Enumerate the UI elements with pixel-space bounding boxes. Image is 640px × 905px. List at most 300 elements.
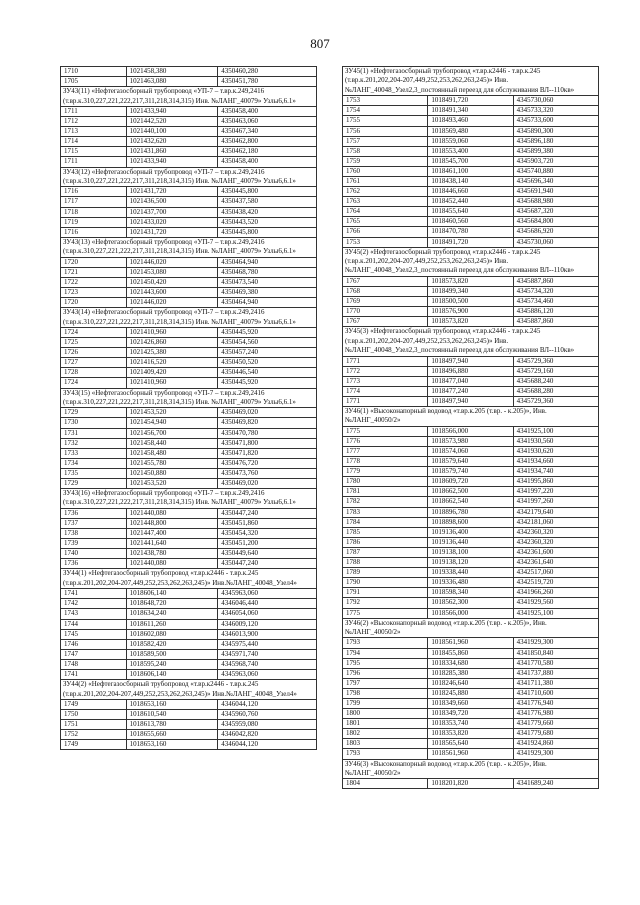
coordinate-row [343,668,599,678]
coordinate-row [61,549,317,559]
parcel-header-row [61,308,317,328]
point-number-cell: 1742 [61,599,127,609]
parcel-header-row [343,67,599,96]
x-coordinate-cell: 1021458,440 [126,438,218,448]
point-number-cell: 1729 [61,408,127,418]
coordinate-row [61,187,317,197]
coordinate-row [61,378,317,388]
coordinate-row [61,257,317,267]
point-number-cell: 1793 [343,638,428,648]
point-number-cell: 1753 [343,237,428,247]
left-coordinates-column [60,66,317,750]
point-number-cell: 1740 [61,549,127,559]
x-coordinate-cell: 1018565,640 [428,739,513,749]
coordinate-row [61,368,317,378]
x-coordinate-cell: 1018455,640 [428,207,513,217]
parcel-header-row [343,407,599,427]
y-coordinate-cell: 4342181,060 [513,517,598,527]
right-coordinates-column [342,66,599,789]
x-coordinate-cell: 1018896,780 [428,507,513,517]
x-coordinate-cell: 1021453,520 [126,478,218,488]
x-coordinate-cell: 1018285,380 [428,668,513,678]
y-coordinate-cell: 4345963,060 [218,589,317,599]
coordinate-row [61,699,317,709]
x-coordinate-cell: 1018499,340 [428,286,513,296]
parcel-header-row [61,87,317,107]
point-number-cell: 1746 [61,639,127,649]
x-coordinate-cell: 1018349,720 [428,709,513,719]
point-number-cell: 1778 [343,457,428,467]
coordinate-row [61,418,317,428]
point-number-cell: 1752 [61,730,127,740]
y-coordinate-cell: 4341776,980 [513,709,598,719]
point-number-cell: 1744 [61,619,127,629]
y-coordinate-cell: 4341934,740 [513,467,598,477]
x-coordinate-cell: 1018595,240 [126,659,218,669]
parcel-header-text: ЗУ43(15) «Нефтегазосборный трубопровод «УП-7 – т.вр.к.249,2416 (т.вр.к.310,227,221,222,217,311,218,314,315) Инв. №ЛАНГ_40079» Узлы6,6.1» [61,388,317,408]
x-coordinate-cell: 1021455,780 [126,458,218,468]
point-number-cell: 1721 [61,267,127,277]
coordinate-row [61,197,317,207]
point-number-cell: 1734 [61,458,127,468]
parcel-header-text: ЗУ43(14) «Нефтегазосборный трубопровод «УП-7 – т.вр.к.249,2416 (т.вр.к.310,227,221,222,217,311,218,314,315) Инв. №ЛАНГ_40079» Узлы6,6.1» [61,308,317,328]
coordinate-row [61,267,317,277]
x-coordinate-cell: 1018634,240 [126,609,218,619]
x-coordinate-cell: 1021454,940 [126,418,218,428]
page-number: 807 [310,36,330,51]
y-coordinate-cell: 4350462,800 [218,137,317,147]
y-coordinate-cell: 4350473,760 [218,468,317,478]
y-coordinate-cell: 4350445,920 [218,327,317,337]
point-number-cell: 1790 [343,578,428,588]
y-coordinate-cell: 4350473,540 [218,277,317,287]
y-coordinate-cell: 4350447,240 [218,559,317,569]
y-coordinate-cell: 4346046,440 [218,599,317,609]
coordinate-row [343,146,599,156]
coordinate-row [61,117,317,127]
x-coordinate-cell: 1021453,080 [126,267,218,277]
coordinate-row [343,297,599,307]
point-number-cell: 1738 [61,529,127,539]
y-coordinate-cell: 4350467,340 [218,127,317,137]
point-number-cell: 1733 [61,448,127,458]
x-coordinate-cell: 1021463,080 [126,77,218,87]
x-coordinate-cell: 1018610,540 [126,710,218,720]
point-number-cell: 1758 [343,146,428,156]
y-coordinate-cell: 4345959,080 [218,720,317,730]
x-coordinate-cell: 1018613,780 [126,720,218,730]
coordinate-row [343,578,599,588]
y-coordinate-cell: 4341770,580 [513,658,598,668]
point-number-cell: 1775 [343,608,428,618]
coordinate-row [61,518,317,528]
x-coordinate-cell: 1018589,500 [126,649,218,659]
y-coordinate-cell: 4345963,060 [218,670,317,680]
point-number-cell: 1784 [343,517,428,527]
x-coordinate-cell: 1021440,100 [126,127,218,137]
x-coordinate-cell: 1018446,660 [428,187,513,197]
x-coordinate-cell: 1021450,880 [126,468,218,478]
point-number-cell: 1760 [343,166,428,176]
y-coordinate-cell: 4341930,560 [513,436,598,446]
coordinate-row [343,517,599,527]
coordinate-row [61,730,317,740]
coordinate-row [343,749,599,759]
x-coordinate-cell: 1021448,800 [126,518,218,528]
y-coordinate-cell: 4350443,520 [218,217,317,227]
point-number-cell: 1754 [343,106,428,116]
x-coordinate-cell: 1018648,720 [126,599,218,609]
x-coordinate-cell: 1021443,600 [126,287,218,297]
point-number-cell: 1705 [61,77,127,87]
x-coordinate-cell: 1018602,080 [126,629,218,639]
y-coordinate-cell: 4350458,400 [218,157,317,167]
point-number-cell: 1773 [343,376,428,386]
coordinate-row [61,107,317,117]
coordinate-row [61,227,317,237]
point-number-cell: 1771 [343,396,428,406]
y-coordinate-cell: 4345887,860 [513,276,598,286]
coordinate-row [61,438,317,448]
coordinate-row [343,317,599,327]
point-number-cell: 1795 [343,658,428,668]
y-coordinate-cell: 4345729,160 [513,366,598,376]
point-number-cell: 1767 [343,276,428,286]
point-number-cell: 1779 [343,467,428,477]
point-number-cell: 1793 [343,749,428,759]
y-coordinate-cell: 4350458,400 [218,107,317,117]
parcel-header-text: ЗУ43(16) «Нефтегазосборный трубопровод «УП-7 – т.вр.к.249,2416 (т.вр.к.310,227,221,222,217,311,218,314,315) Инв. №ЛАНГ_40079» Узлы6,6.1» [61,489,317,509]
y-coordinate-cell: 4345887,860 [513,317,598,327]
y-coordinate-cell: 4345740,880 [513,166,598,176]
y-coordinate-cell: 4350449,640 [218,549,317,559]
y-coordinate-cell: 4350446,540 [218,368,317,378]
parcel-header-text: ЗУ46(2) «Высоконапорный водовод «т.вр.к.205 (т.вр. - к.205)», Инв. №ЛАНГ_40050/2» [343,618,599,638]
x-coordinate-cell: 1018491,340 [428,106,513,116]
point-number-cell: 1792 [343,598,428,608]
coordinate-row [61,338,317,348]
y-coordinate-cell: 4345733,600 [513,116,598,126]
coordinate-row [61,327,317,337]
coordinate-row [343,739,599,749]
coordinate-row [343,187,599,197]
y-coordinate-cell: 4346009,120 [218,619,317,629]
x-coordinate-cell: 1018491,720 [428,237,513,247]
coordinate-row [343,217,599,227]
parcel-header-text: ЗУ45(1) «Нефтегазосборный трубопровод «т.вр.к2446 - т.вр.к.245 (т.вр.к.201,202,204-207,449,252,253,262,263,245)» Инв.№ЛАНГ_40048_Узел2,3_постоянный переезд для обслуживания ВЛ--110кв» [343,67,599,96]
y-coordinate-cell: 4346042,820 [218,730,317,740]
coordinate-row [61,659,317,669]
coordinate-row [61,508,317,518]
coordinate-row [61,539,317,549]
point-number-cell: 1715 [61,147,127,157]
point-number-cell: 1723 [61,287,127,297]
point-number-cell: 1737 [61,518,127,528]
coordinate-row [343,588,599,598]
y-coordinate-cell: 4350445,920 [218,378,317,388]
x-coordinate-cell: 1021450,420 [126,277,218,287]
point-number-cell: 1750 [61,710,127,720]
x-coordinate-cell: 1018353,740 [428,719,513,729]
coordinate-row [343,126,599,136]
y-coordinate-cell: 4341995,860 [513,477,598,487]
y-coordinate-cell: 4345960,760 [218,710,317,720]
point-number-cell: 1794 [343,648,428,658]
point-number-cell: 1727 [61,358,127,368]
y-coordinate-cell: 4345903,720 [513,156,598,166]
coordinate-row [343,156,599,166]
x-coordinate-cell: 1021425,380 [126,348,218,358]
x-coordinate-cell: 1018569,480 [428,126,513,136]
point-number-cell: 1769 [343,297,428,307]
x-coordinate-cell: 1018201,820 [428,779,513,789]
point-number-cell: 1771 [343,356,428,366]
x-coordinate-cell: 1021446,020 [126,257,218,267]
coordinate-row [61,277,317,287]
point-number-cell: 1797 [343,678,428,688]
coordinate-row [343,116,599,126]
point-number-cell: 1739 [61,539,127,549]
y-coordinate-cell: 4345733,320 [513,106,598,116]
coordinate-row [343,447,599,457]
y-coordinate-cell: 4345896,180 [513,136,598,146]
point-number-cell: 1768 [343,286,428,296]
x-coordinate-cell: 1018566,000 [428,426,513,436]
point-number-cell: 1764 [343,207,428,217]
y-coordinate-cell: 4341929,560 [513,598,598,608]
y-coordinate-cell: 4350445,800 [218,227,317,237]
y-coordinate-cell: 4345730,060 [513,96,598,106]
point-number-cell: 1730 [61,418,127,428]
coordinate-row [343,507,599,517]
x-coordinate-cell: 1019136,400 [428,527,513,537]
y-coordinate-cell: 4345687,320 [513,207,598,217]
point-number-cell: 1783 [343,507,428,517]
point-number-cell: 1749 [61,699,127,709]
x-coordinate-cell: 1018653,160 [126,740,218,750]
x-coordinate-cell: 1021440,080 [126,559,218,569]
parcel-header-text: ЗУ43(11) «Нефтегазосборный трубопровод «УП-7 – т.вр.к.249,2416 (т.вр.к.310,227,221,222,217,311,218,314,315) Инв. №ЛАНГ_40079» Узлы6,6.1» [61,87,317,107]
x-coordinate-cell: 1018611,260 [126,619,218,629]
coordinate-row [343,537,599,547]
y-coordinate-cell: 4345975,440 [218,639,317,649]
coordinate-row [61,127,317,137]
point-number-cell: 1735 [61,468,127,478]
x-coordinate-cell: 1018606,140 [126,670,218,680]
point-number-cell: 1751 [61,720,127,730]
y-coordinate-cell: 4350471,800 [218,438,317,448]
y-coordinate-cell: 4350457,240 [218,348,317,358]
x-coordinate-cell: 1018579,740 [428,467,513,477]
x-coordinate-cell: 1021433,940 [126,107,218,117]
y-coordinate-cell: 4350470,780 [218,428,317,438]
x-coordinate-cell: 1018582,420 [126,639,218,649]
x-coordinate-cell: 1018497,940 [428,396,513,406]
point-number-cell: 1759 [343,156,428,166]
point-number-cell: 1722 [61,277,127,287]
x-coordinate-cell: 1021438,780 [126,549,218,559]
y-coordinate-cell: 4350464,940 [218,257,317,267]
y-coordinate-cell: 4350451,200 [218,539,317,549]
y-coordinate-cell: 4350451,860 [218,518,317,528]
coordinate-row [343,648,599,658]
coordinate-row [61,207,317,217]
x-coordinate-cell: 1018579,640 [428,457,513,467]
coordinate-row [343,698,599,708]
point-number-cell: 1725 [61,338,127,348]
x-coordinate-cell: 1021456,700 [126,428,218,438]
y-coordinate-cell: 4350469,380 [218,287,317,297]
y-coordinate-cell: 4346044,120 [218,699,317,709]
point-number-cell: 1716 [61,187,127,197]
coordinate-row [343,386,599,396]
x-coordinate-cell: 1021431,720 [126,227,218,237]
coordinate-row [61,77,317,87]
point-number-cell: 1780 [343,477,428,487]
x-coordinate-cell: 1021442,520 [126,117,218,127]
point-number-cell: 1776 [343,436,428,446]
parcel-header-text: ЗУ44(2) «Нефтегазосборный трубопровод «т.вр.к2446 - т.вр.к.245 (т.вр.к.201,202,204-207,449,252,253,262,263,245)» Инв.№ЛАНГ_40048_Узел4» [61,680,317,700]
point-number-cell: 1753 [343,96,428,106]
x-coordinate-cell: 1018662,540 [428,497,513,507]
parcel-header-text: ЗУ43(12) «Нефтегазосборный трубопровод «УП-7 – т.вр.к.249,2416 (т.вр.к.310,227,221,222,217,311,218,314,315) Инв. №ЛАНГ_40079» Узлы6,6.1» [61,167,317,187]
parcel-header-text: ЗУ43(13) «Нефтегазосборный трубопровод «УП-7 – т.вр.к.249,2416 (т.вр.к.310,227,221,222,217,311,218,314,315) Инв. №ЛАНГ_40079» Узлы6,6.1» [61,237,317,257]
x-coordinate-cell: 1019136,440 [428,537,513,547]
x-coordinate-cell: 1021458,480 [126,448,218,458]
coordinate-row [343,426,599,436]
point-number-cell: 1767 [343,317,428,327]
parcel-header-row [61,388,317,408]
point-number-cell: 1770 [343,307,428,317]
y-coordinate-cell: 4341997,260 [513,497,598,507]
y-coordinate-cell: 4346044,120 [218,740,317,750]
coordinate-row [61,478,317,488]
y-coordinate-cell: 4341689,240 [513,779,598,789]
point-number-cell: 1726 [61,348,127,358]
coordinate-row [343,658,599,668]
point-number-cell: 1729 [61,478,127,488]
parcel-header-row [61,489,317,509]
y-coordinate-cell: 4345886,120 [513,307,598,317]
y-coordinate-cell: 4350447,240 [218,508,317,518]
point-number-cell: 1712 [61,117,127,127]
x-coordinate-cell: 1018438,140 [428,176,513,186]
point-number-cell: 1710 [61,67,127,77]
y-coordinate-cell: 4345890,300 [513,126,598,136]
x-coordinate-cell: 1018493,460 [428,116,513,126]
y-coordinate-cell: 4345968,740 [218,659,317,669]
x-coordinate-cell: 1018477,240 [428,386,513,396]
x-coordinate-cell: 1018573,820 [428,317,513,327]
point-number-cell: 1804 [343,779,428,789]
parcel-header-row [343,247,599,276]
point-number-cell: 1720 [61,298,127,308]
parcel-header-row [61,680,317,700]
point-number-cell: 1714 [61,137,127,147]
y-coordinate-cell: 4345729,360 [513,356,598,366]
point-number-cell: 1785 [343,527,428,537]
coordinate-row [343,487,599,497]
coordinate-row [61,458,317,468]
point-number-cell: 1724 [61,327,127,337]
point-number-cell: 1749 [61,740,127,750]
y-coordinate-cell: 4341776,940 [513,698,598,708]
x-coordinate-cell: 1018353,820 [428,729,513,739]
coordinate-row [61,428,317,438]
coordinate-row [61,720,317,730]
x-coordinate-cell: 1021431,720 [126,187,218,197]
point-number-cell: 1789 [343,568,428,578]
parcel-header-text: ЗУ45(2) «Нефтегазосборный трубопровод «т.вр.к2446 - т.вр.к.245 (т.вр.к.201,202,204-207,449,252,253,262,263,245)» Инв.№ЛАНГ_40048_Узел2,3_постоянный переезд для обслуживания ВЛ--110кв» [343,247,599,276]
coordinate-row [343,136,599,146]
coordinate-row [343,237,599,247]
y-coordinate-cell: 4341997,220 [513,487,598,497]
x-coordinate-cell: 1018606,140 [126,589,218,599]
y-coordinate-cell: 4341929,300 [513,638,598,648]
x-coordinate-cell: 1018655,660 [126,730,218,740]
point-number-cell: 1719 [61,217,127,227]
y-coordinate-cell: 4342360,320 [513,537,598,547]
parcel-header-text: ЗУ46(3) «Высоконапорный водовод «т.вр.к.205 (т.вр. - к.205)», Инв. №ЛАНГ_40050/2» [343,759,599,779]
parcel-header-text: ЗУ46(1) «Высоконапорный водовод «т.вр.к.205 (т.вр. - к.205)», Инв. №ЛАНГ_40050/2» [343,407,599,427]
coordinate-row [61,649,317,659]
x-coordinate-cell: 1018573,980 [428,436,513,446]
coordinate-row [61,298,317,308]
x-coordinate-cell: 1021431,860 [126,147,218,157]
right-coordinates-table [342,66,599,789]
coordinate-row [343,709,599,719]
y-coordinate-cell: 4341966,260 [513,588,598,598]
coordinate-row [61,710,317,720]
coordinate-row [343,436,599,446]
y-coordinate-cell: 4350471,820 [218,448,317,458]
y-coordinate-cell: 4341850,840 [513,648,598,658]
point-number-cell: 1741 [61,589,127,599]
point-number-cell: 1796 [343,668,428,678]
point-number-cell: 1788 [343,558,428,568]
parcel-header-row [343,759,599,779]
x-coordinate-cell: 1018349,660 [428,698,513,708]
x-coordinate-cell: 1018470,780 [428,227,513,237]
y-coordinate-cell: 4341779,680 [513,729,598,739]
right-table-body [343,67,599,789]
y-coordinate-cell: 4350451,780 [218,77,317,87]
y-coordinate-cell: 4350463,060 [218,117,317,127]
y-coordinate-cell: 4345971,740 [218,649,317,659]
point-number-cell: 1799 [343,698,428,708]
y-coordinate-cell: 4350468,780 [218,267,317,277]
coordinate-row [343,197,599,207]
y-coordinate-cell: 4341930,620 [513,447,598,457]
coordinate-row [61,619,317,629]
point-number-cell: 1756 [343,126,428,136]
x-coordinate-cell: 1021447,400 [126,529,218,539]
x-coordinate-cell: 1018496,880 [428,366,513,376]
x-coordinate-cell: 1021433,020 [126,217,218,227]
y-coordinate-cell: 4345729,360 [513,396,598,406]
parcel-header-text: ЗУ45(3) «Нефтегазосборный трубопровод «т.вр.к2446 - т.вр.к.245 (т.вр.к.201,202,204-207,449,252,253,262,263,245)» Инв.№ЛАНГ_40048_Узел2,3_постоянный переезд для обслуживания ВЛ--110кв» [343,327,599,356]
coordinate-row [61,589,317,599]
coordinate-row [343,638,599,648]
x-coordinate-cell: 1018460,560 [428,217,513,227]
point-number-cell: 1774 [343,386,428,396]
x-coordinate-cell: 1021433,940 [126,157,218,167]
y-coordinate-cell: 4342360,320 [513,527,598,537]
coordinate-row [61,629,317,639]
y-coordinate-cell: 4345688,280 [513,386,598,396]
coordinate-row [343,608,599,618]
point-number-cell: 1741 [61,670,127,680]
